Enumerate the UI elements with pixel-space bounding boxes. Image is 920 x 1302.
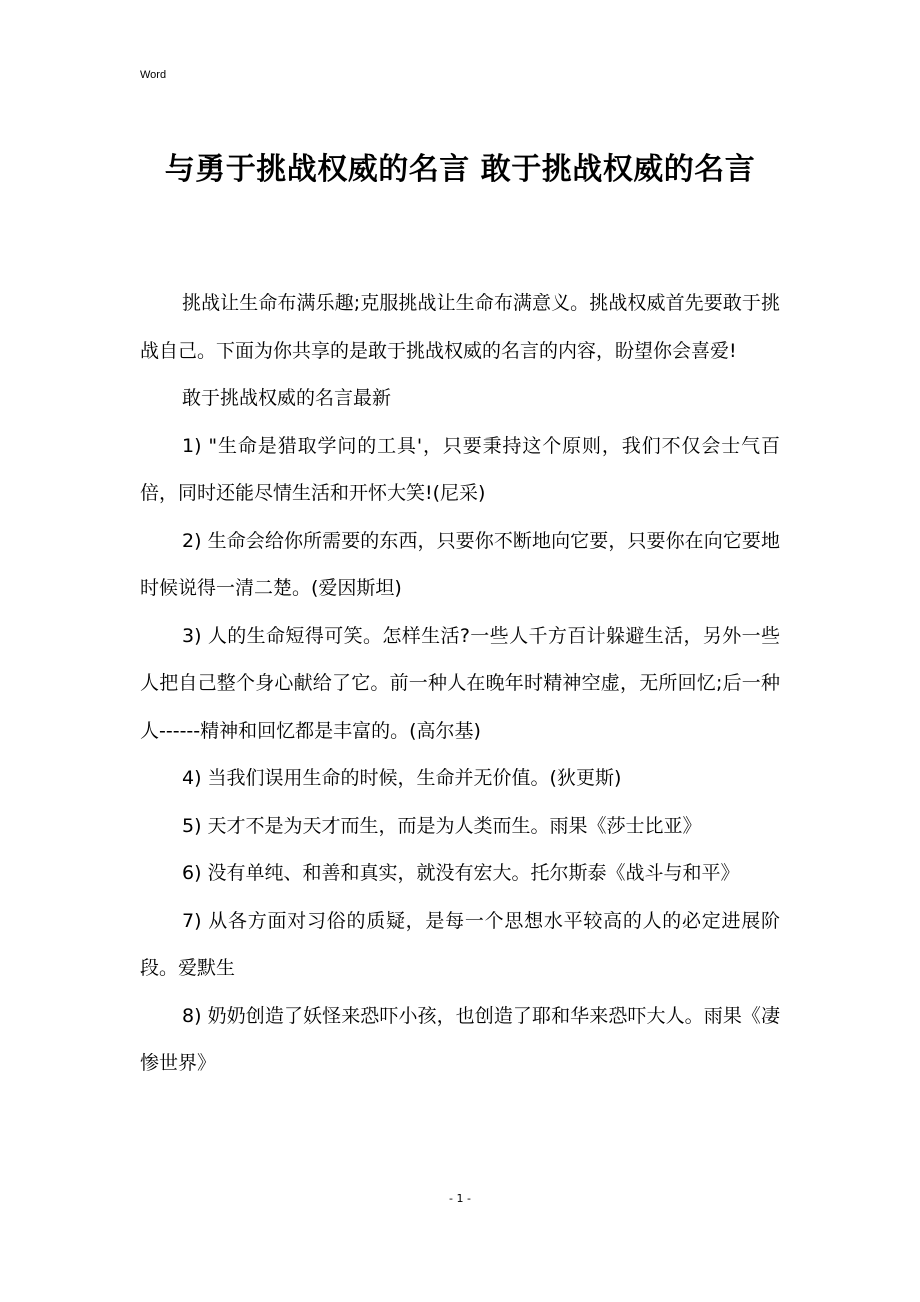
- quote-paragraph-2: 2) 生命会给你所需要的东西，只要你不断地向它要，只要你在向它要地时候说得一清二楚。(爱因斯坦): [140, 529, 780, 599]
- section-heading: 敢于挑战权威的名言最新: [182, 387, 392, 409]
- quote-paragraph-6: 6) 没有单纯、和善和真实，就没有宏大。托尔斯泰《战斗与和平》: [182, 862, 740, 884]
- quote-paragraph-7: 7) 从各方面对习俗的质疑，是每一个思想水平较高的人的必定进展阶段。爱默生: [140, 909, 780, 979]
- quote-paragraph-5: 5) 天才不是为天才而生，而是为人类而生。雨果《莎士比亚》: [182, 814, 702, 837]
- quote-paragraph-4: 4) 当我们误用生命的时候，生命并无价值。(狄更斯): [182, 767, 622, 789]
- quote-paragraph-3: 3) 人的生命短得可笑。怎样生活?一些人千方百计躲避生活，另外一些人把自己整个身心献给了它。前一种人在晚年时精神空虚，无所回忆;后一种人------精神和回忆都是丰富的。(高尔基): [140, 624, 780, 742]
- intro-paragraph: 挑战让生命布满乐趣;克服挑战让生命布满意义。挑战权威首先要敢于挑战自己。下面为你共享的是敢于挑战权威的名言的内容，盼望你会喜爱!: [140, 292, 780, 362]
- document-title: 与勇于挑战权威的名言 敢于挑战权威的名言: [164, 152, 756, 187]
- page-number: - 1 -: [449, 1192, 471, 1205]
- document-body: [140, 280, 780, 1088]
- quote-paragraph-1: 1) "生命是猎取学问的工具'，只要秉持这个原则，我们不仅会士气百倍，同时还能尽情生活和开怀大笑!(尼采): [140, 434, 780, 504]
- quote-paragraph-8: 8) 奶奶创造了妖怪来恐吓小孩，也创造了耶和华来恐吓大人。雨果《凄惨世界》: [140, 1004, 780, 1074]
- header-word-label: Word: [140, 69, 167, 81]
